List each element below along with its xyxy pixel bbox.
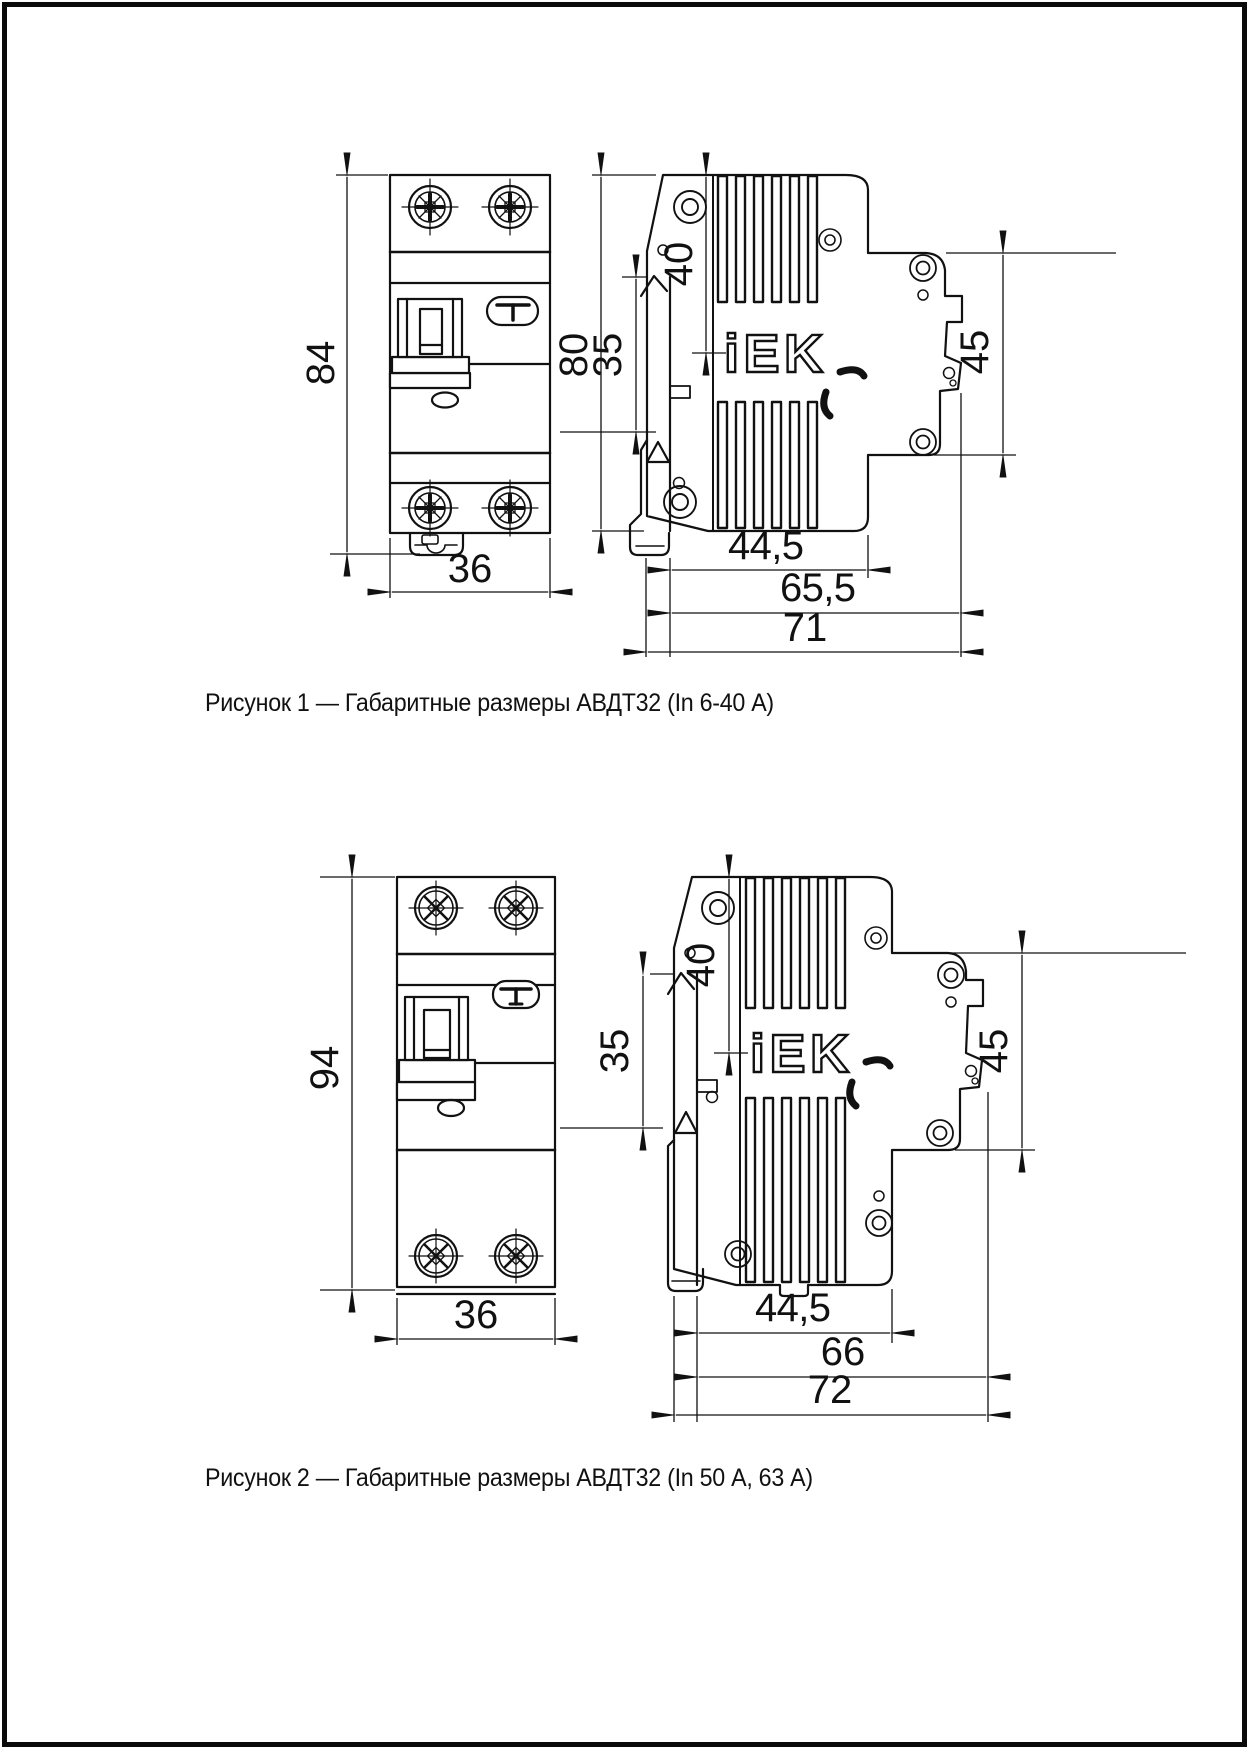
- figure1-drawing: [299, 175, 1116, 657]
- terminal-screw-icon: [938, 962, 964, 988]
- indicator-window: [438, 1100, 464, 1116]
- dim-width-36: [390, 538, 550, 598]
- iek-logo: iEK: [750, 1024, 846, 1084]
- din-rail-channel: [668, 973, 717, 1291]
- toggle-switch: [390, 299, 470, 388]
- toggle-switch: [397, 997, 475, 1100]
- dim-label: 35: [586, 332, 630, 378]
- dim-label: 45: [953, 329, 997, 375]
- fig1-side-view: [630, 175, 962, 555]
- terminal-screw-icon: [866, 1210, 892, 1236]
- molding-mark: [824, 392, 830, 416]
- dim-label: 94: [303, 1045, 347, 1091]
- dim-label: 84: [299, 340, 343, 386]
- iek-logo: iEK: [724, 324, 820, 384]
- din-rail-channel: [630, 276, 690, 555]
- terminal-screw-icon: [927, 1120, 953, 1146]
- dim-label: 65,5: [780, 566, 856, 610]
- dim-label: 40: [657, 241, 701, 287]
- dim-label: 66: [820, 1330, 866, 1374]
- dim-label: 72: [807, 1368, 853, 1412]
- terminal-screw-icon: [910, 429, 936, 455]
- screw-icon: [409, 881, 463, 935]
- dim-45: [950, 953, 1186, 1150]
- figure1-caption: Рисунок 1 — Габаритные размеры АВДТ32 (In 6-40 А): [205, 689, 774, 717]
- dim-40: [679, 879, 748, 1053]
- dim-label: 36: [453, 1293, 499, 1337]
- terminal-screw-icon: [674, 191, 706, 223]
- dim-35: [560, 974, 675, 1128]
- dim-width-36: [397, 1293, 555, 1345]
- molding-mark: [866, 1060, 890, 1066]
- figure2-drawing: [303, 877, 1186, 1422]
- fig1-front-view: [390, 175, 550, 555]
- dim-label: 45: [972, 1028, 1016, 1074]
- molding-mark: [850, 1082, 856, 1106]
- terminal-screw-icon: [910, 255, 936, 281]
- screw-icon: [409, 1229, 463, 1283]
- dim-label: 71: [782, 606, 828, 650]
- dim-label: 44,5: [728, 524, 804, 568]
- dim-label: 35: [593, 1028, 637, 1074]
- screw-icon: [489, 881, 543, 935]
- screw-icon: [489, 1229, 543, 1283]
- terminal-screw-icon: [664, 486, 696, 518]
- screw-icon: [402, 179, 458, 235]
- terminal-screw-icon: [865, 927, 887, 949]
- test-button: [487, 297, 538, 325]
- dim-label: 40: [679, 942, 723, 988]
- test-button: [493, 981, 539, 1008]
- fig2-front-view: [397, 877, 555, 1294]
- screw-icon: [482, 480, 538, 536]
- dim-label: 80: [552, 332, 596, 378]
- molding-mark: [840, 370, 864, 376]
- dim-label: 36: [447, 547, 493, 591]
- terminal-screw-icon: [819, 229, 841, 251]
- screw-icon: [402, 480, 458, 536]
- fig2-side-body: [674, 877, 983, 1296]
- indicator-window: [432, 393, 458, 408]
- dim-height-94: [303, 877, 395, 1290]
- figure2-caption: Рисунок 2 — Габаритные размеры АВДТ32 (In 50 А, 63 А): [205, 1464, 813, 1492]
- dim-label: 44,5: [755, 1286, 831, 1330]
- dim-40: [657, 177, 726, 353]
- fig2-side-view: [668, 877, 983, 1296]
- screw-icon: [482, 179, 538, 235]
- fig1-dimensions: [299, 175, 1116, 657]
